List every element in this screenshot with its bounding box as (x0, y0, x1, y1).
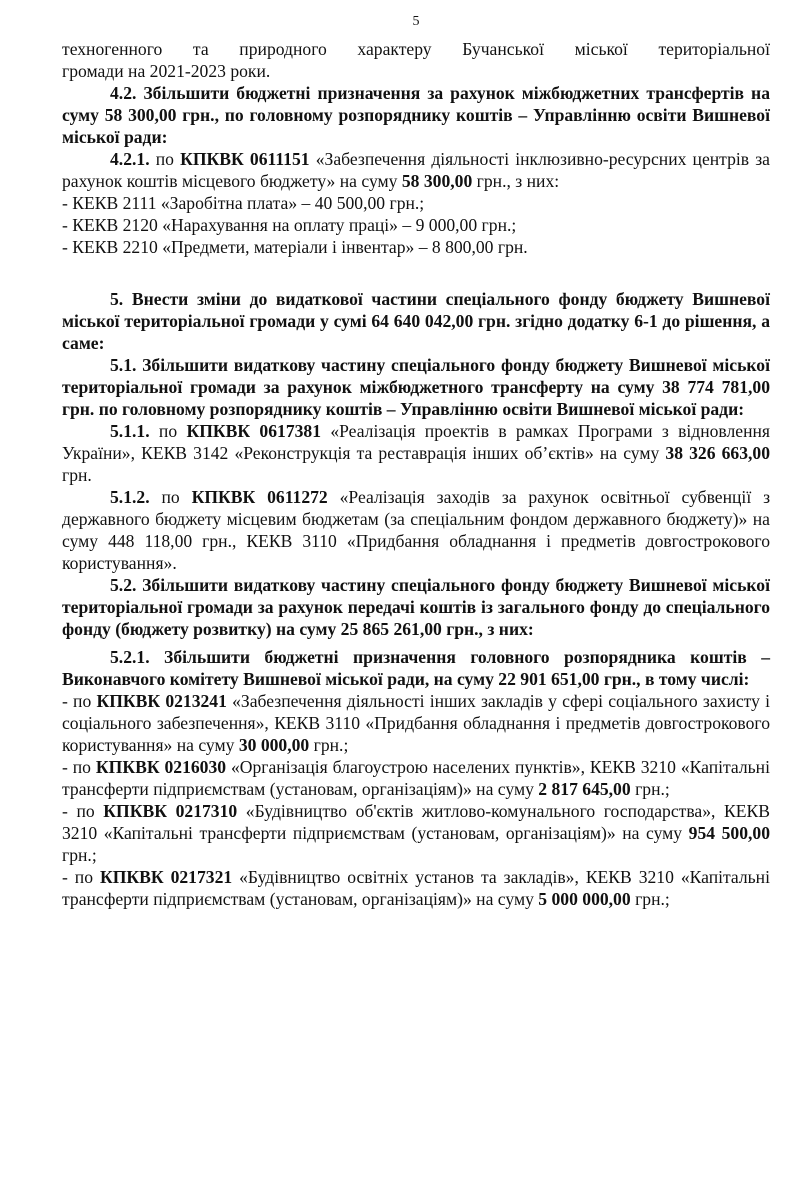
section-5-1-1 (62, 420, 770, 486)
amount: 58 300,00 (401, 171, 473, 191)
amount-tail: грн.; (313, 735, 349, 755)
amount-tail: грн.; (62, 845, 97, 865)
program-description: «Будівництво освітніх установ та закладів», КЕКВ 3210 «Капітальні трансферти підприємствам (установам, організаціям)» на суму (62, 867, 770, 909)
program-code: КПКВК 0217310 (103, 801, 238, 821)
section-5: 5. Внести зміни до видаткової частини спеціального фонду бюджету Вишневої міської територіальної громади у сумі 64 640 042,00 грн. згідно додатку 6-1 до рішення, а саме: (62, 289, 770, 353)
program-description: «Організація благоустрою населених пунктів», КЕКВ 3210 «Капітальні трансферти підприємствам (установам, організаціям)» на суму (62, 757, 770, 799)
document-page (62, 14, 770, 910)
expense-item (62, 800, 770, 866)
intro-paragraph (62, 38, 770, 60)
program-description: «Забезпечення діяльності інклюзивно-ресурсних центрів за рахунок коштів місцевого бюджету» на суму (62, 149, 770, 191)
item-lead: - по (62, 867, 94, 887)
po-word: по (158, 421, 178, 441)
intro-line-2: громади на 2021-2023 роки. (62, 61, 271, 81)
amount-tail: грн., з них: (476, 171, 560, 191)
item-lead: - по (62, 801, 95, 821)
amount: 38 326 663,00 (665, 443, 770, 463)
po-word: по (155, 149, 174, 169)
expense-item (62, 756, 770, 800)
po-word: по (161, 487, 180, 507)
section-4-2-1 (62, 148, 770, 192)
section-number: 5.1.2. (110, 487, 150, 507)
kekv-item: - КЕКВ 2210 «Предмети, матеріали і інвентар» – 8 800,00 грн. (62, 237, 528, 257)
amount-tail: грн.; (635, 779, 670, 799)
program-code: КПКВК 0611151 (180, 149, 310, 169)
expense-item (62, 690, 770, 756)
section-5-1: 5.1. Збільшити видаткову частину спеціального фонду бюджету Вишневої міської територіальної громади за рахунок міжбюджетного трансферту на суму 38 774 781,00 грн. по головному розпоряднику коштів – Управлінню освіти Вишневої міської ради: (62, 355, 770, 419)
kekv-item: - КЕКВ 2120 «Нарахування на оплату праці» – 9 000,00 грн.; (62, 215, 517, 235)
amount-tail: грн.; (635, 889, 670, 909)
program-description: «Реалізація заходів за рахунок освітньої субвенції з державного бюджету місцевим бюджетам (за спеціальним фондом державного бюджету)» на суму 448 118,00 грн., КЕКВ 3110 «Придбання обладнання і предметів довгострокового користування». (62, 487, 771, 573)
section-5-2-1: 5.2.1. Збільшити бюджетні призначення головного розпорядника коштів – Виконавчого комітету Вишневої міської ради, на суму 22 901 651,00 грн., в тому числі: (62, 647, 770, 689)
page-number: 5 (412, 14, 420, 29)
expense-item (62, 866, 770, 910)
program-code: КПКВК 0217321 (99, 867, 233, 887)
program-description: «Забезпечення діяльності інших закладів у сфері соціального захисту і соціального забезпечення», КЕКВ 3110 «Придбання обладнання і предметів довгострокового користування» на суму (62, 691, 770, 755)
amount: 2 817 645,00 (538, 779, 631, 799)
amount: 30 000,00 (238, 735, 310, 755)
spacer (62, 258, 770, 288)
program-code: КПКВК 0617381 (186, 421, 322, 441)
amount: 5 000 000,00 (538, 889, 631, 909)
section-number: 5.1.1. (110, 421, 150, 441)
section-number: 4.2.1. (110, 149, 150, 169)
kekv-item: - КЕКВ 2111 «Заробітна плата» – 40 500,00 грн.; (62, 193, 425, 213)
program-code: КПКВК 0611272 (191, 487, 328, 507)
item-lead: - по (62, 757, 91, 777)
intro-line-1: техногенного та природного характеру Бучанської міської територіальної (62, 39, 770, 59)
program-description: «Реалізація проектів в рамках Програми з відновлення України», КЕКВ 3142 «Реконструкція та реставрація інших об’єктів» на суму (62, 421, 771, 463)
program-code: КПКВК 0216030 (95, 757, 227, 777)
amount: 954 500,00 (688, 823, 770, 843)
program-description: «Будівництво об'єктів житлово-комунального господарства», КЕКВ 3210 «Капітальні трансферти підприємствам (установам, організаціям)» на суму (62, 801, 770, 843)
section-5-2: 5.2. Збільшити видаткову частину спеціального фонду бюджету Вишневої міської територіальної громади за рахунок передачі коштів із загального фонду до спеціального фонду (бюджету розвитку) на суму 25 865 261,00 грн., з них: (62, 575, 770, 639)
item-lead: - по (62, 691, 92, 711)
amount-tail: грн. (62, 465, 92, 485)
section-5-1-2 (62, 486, 770, 574)
section-4-2: 4.2. Збільшити бюджетні призначення за рахунок міжбюджетних трансфертів на суму 58 300,00 грн., по головному розпоряднику коштів – Управлінню освіти Вишневої міської ради: (62, 83, 770, 147)
program-code: КПКВК 0213241 (96, 691, 227, 711)
